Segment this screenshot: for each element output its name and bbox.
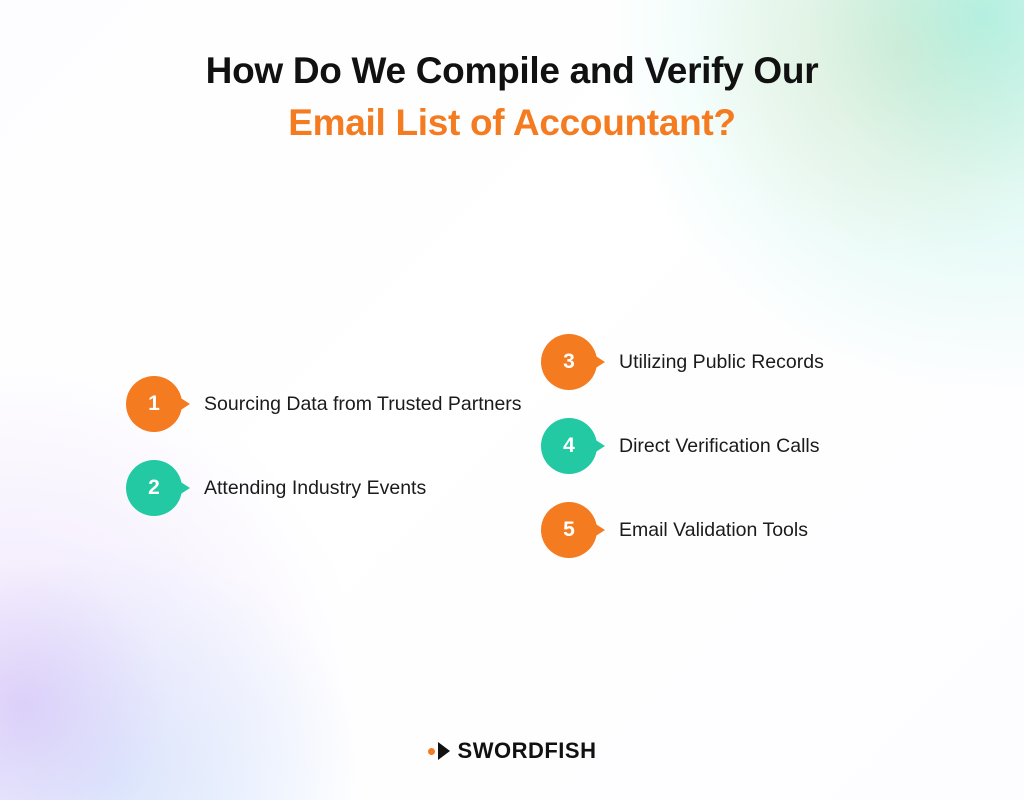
- step-number: 5: [563, 518, 575, 541]
- step-label: Utilizing Public Records: [619, 350, 824, 373]
- step-badge: [126, 376, 182, 432]
- logo-dot-icon: [428, 748, 435, 755]
- step-label: Attending Industry Events: [204, 476, 427, 499]
- title-line-2: Email List of Accountant?: [288, 102, 736, 144]
- step-badge: [126, 460, 182, 516]
- step-badge: [541, 502, 597, 558]
- list-item: [541, 418, 819, 474]
- step-number: 4: [563, 434, 575, 457]
- step-badge: [541, 418, 597, 474]
- list-item: [126, 376, 522, 432]
- brand-logo: [0, 738, 1024, 764]
- brand-name: SWORDFISH: [457, 738, 597, 763]
- logo-chevron-icon: [438, 742, 450, 760]
- list-item: [126, 460, 426, 516]
- step-label: Sourcing Data from Trusted Partners: [204, 392, 522, 415]
- step-label: Direct Verification Calls: [619, 434, 820, 457]
- step-label: Email Validation Tools: [619, 518, 808, 541]
- step-number: 3: [563, 350, 575, 373]
- list-item: [541, 334, 824, 390]
- list-item: [541, 502, 808, 558]
- title-line-1: How Do We Compile and Verify Our: [205, 50, 819, 91]
- steps-list: [0, 320, 1024, 610]
- step-number: 1: [148, 392, 160, 415]
- step-badge: [541, 334, 597, 390]
- step-number: 2: [148, 476, 160, 499]
- swordfish-logo-icon: [428, 742, 450, 760]
- page-title: [0, 48, 1024, 147]
